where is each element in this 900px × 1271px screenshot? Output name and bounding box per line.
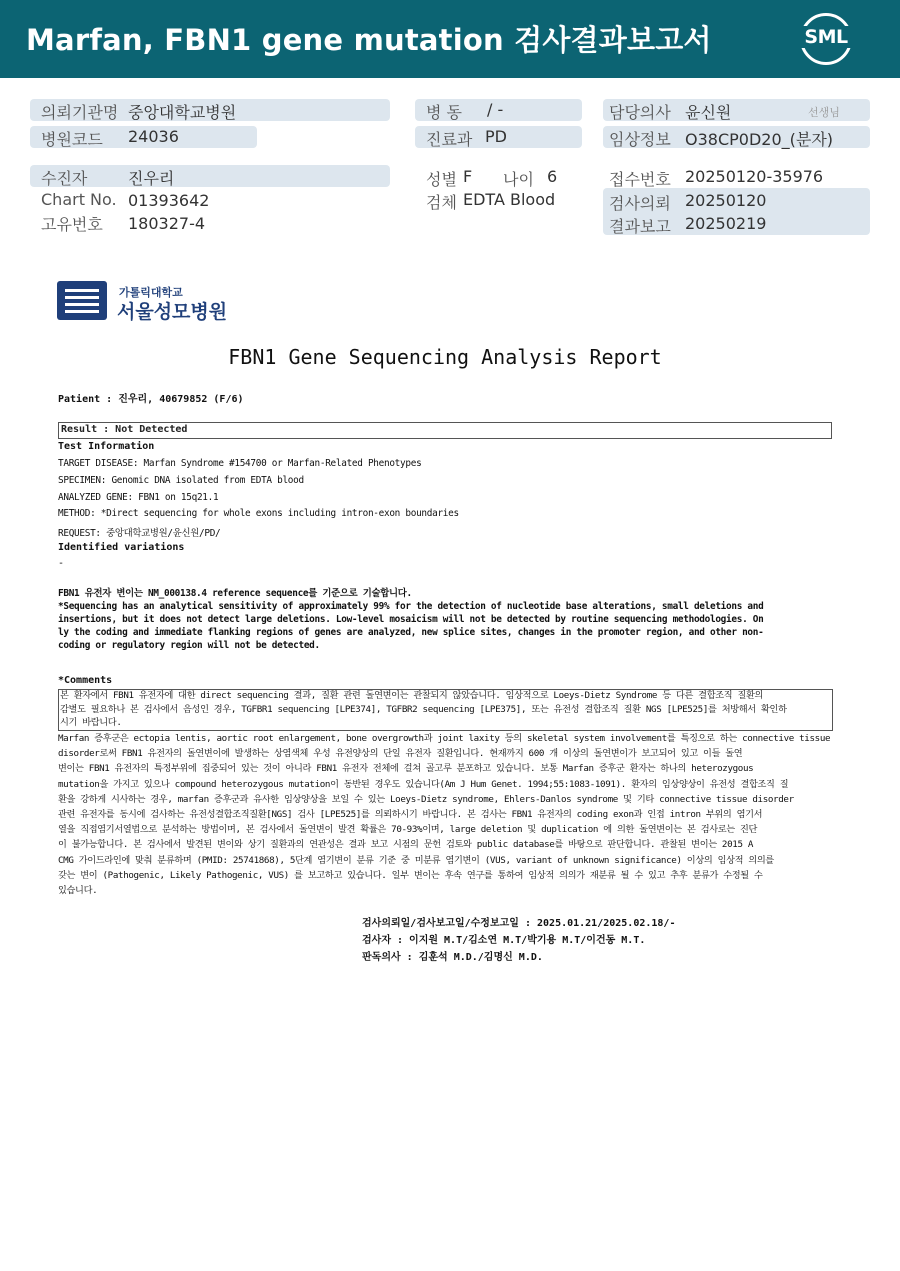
ward-label: 병 동 <box>426 103 462 122</box>
patient-label: 수진자 <box>41 169 88 188</box>
comment-line: 변이는 FBN1 유전자의 특정부위에 집중되어 있는 것이 아니라 FBN1 유전자 전체에 걸쳐 골고루 분포하고 있습니다. 보통 Marfan 증후군 환자는 하나의 heterozygous <box>58 763 754 775</box>
comment-line: 갖는 변이 (Pathogenic, Likely Pathogenic, VUS) 를 보고하고 있습니다. 일부 변이는 후속 연구를 통하여 임상적 의의가 재분류 될 수 있고 추후 분류가 수정될 수 <box>58 869 763 881</box>
report-main-title: Marfan, FBN1 gene mutation 검사결과보고서 <box>26 23 712 57</box>
chart-label: Chart No. <box>41 190 117 209</box>
hospital-emblem-icon <box>57 281 107 320</box>
specimen-value: EDTA Blood <box>463 190 556 209</box>
comment-box-line: 본 환자에서 FBN1 유전자에 대한 direct sequencing 결과, 질환 관련 돌연변이는 관찰되지 않았습니다. 임상적으로 Loeys-Dietz Syndrome 등 다른 결합조직 질환의 <box>60 690 764 701</box>
comment-paragraph <box>58 731 830 898</box>
comment-box-text <box>60 689 787 730</box>
method-line: METHOD: *Direct sequencing for whole exons including intron-exon boundaries <box>58 508 459 519</box>
institution-label: 의뢰기관명 <box>41 103 119 122</box>
comment-line: 환을 강하게 시사하는 경우, marfan 증후군과 유사한 임상양상을 보일 수 있는 Loeys-Dietz syndrome, Ehlers-Danlos syndrome 및 기타 connective tissue disorder <box>58 793 794 805</box>
report-title: FBN1 Gene Sequencing Analysis Report <box>228 345 662 369</box>
sex-label: 성별 <box>426 170 457 189</box>
target-disease: TARGET DISEASE: Marfan Syndrome #154700 or Marfan-Related Phenotypes <box>58 458 422 469</box>
comments-heading: *Comments <box>58 675 113 686</box>
sequencing-note <box>58 587 763 652</box>
comment-line: 있습니다. <box>58 885 98 897</box>
hospital-code-value: 24036 <box>128 127 179 146</box>
comment-box-line: 감별도 필요하나 본 검사에서 음성인 경우, TGFBR1 sequencing [LPE374], TGFBR2 sequencing [LPE375], 또는 유전성 결합조직 질환 NGS [LPE525]를 처방해서 확인하 <box>60 703 787 715</box>
hospital-logo-name: 서울성모병원 <box>117 301 228 323</box>
note-line: FBN1 유전자 변이는 NM_000138.4 reference sequence를 기준으로 기술합니다. <box>58 588 412 599</box>
clinical-value: O38CP0D20_(분자) <box>685 130 834 149</box>
request-line: REQUEST: 중앙대학교병원/윤신원/PD/ <box>58 528 221 539</box>
sml-logo <box>800 13 852 65</box>
comment-line: 관련 유전자를 동시에 검사하는 유전성결합조직질환[NGS] 검사 [LPE525]를 의뢰하시기 바랍니다. 본 검사는 FBN1 유전자의 coding exon과 인접 intron 부위의 염기서 <box>58 809 763 821</box>
request-date-value: 20250120 <box>685 191 767 210</box>
comment-line: Marfan 증후군은 ectopia lentis, aortic root enlargement, bone overgrowth과 joint laxity 등의 skeletal system involvement를 특징으로 하는 connective tissue <box>58 733 831 744</box>
request-date-label: 검사의뢰 <box>609 194 671 213</box>
doctor-label: 담당의사 <box>609 103 671 122</box>
note-line: coding or regulatory region will not be detected. <box>58 640 320 651</box>
comment-line: 열을 직접염기서열법으로 분석하는 방법이며, 본 검사에서 돌연변이 발견 확률은 70-93%이며, large deletion 및 duplication 에 의한 돌연변이는 본 검사로는 진단 <box>58 824 758 836</box>
patient-line: Patient : 진우리, 40679852 (F/6) <box>58 394 244 405</box>
comment-box-line: 시기 바랍니다. <box>60 717 122 728</box>
sign-dates: 검사의뢰일/검사보고일/수정보고일 : 2025.01.21/2025.02.18/- <box>362 918 676 929</box>
result-text: Result : Not Detected <box>61 424 188 435</box>
department-label: 진료과 <box>426 130 473 149</box>
clinical-label: 임상정보 <box>609 130 671 149</box>
sex-value: F <box>463 167 473 186</box>
comment-line: mutation을 가지고 있으나 compound heterozygous mutation이 동반된 경우도 있습니다(Am J Hum Genet. 1994;55:1083-1091). 환자의 임상양상이 유전성 결합조직 질 <box>58 778 789 790</box>
specimen-label: 검체 <box>426 193 457 212</box>
sml-logo-text: SML <box>804 26 848 48</box>
variations-heading: Identified variations <box>58 542 185 553</box>
hospital-logo-small-text: 가톨릭대학교 <box>119 286 183 299</box>
variations-value: - <box>58 558 65 569</box>
doctor-value: 윤신원 <box>685 103 732 122</box>
sign-testers: 검사자 : 이지원 M.T/김소연 M.T/박기용 M.T/이건동 M.T. <box>362 935 646 946</box>
comment-line: disorder로써 FBN1 유전자의 돌연변이에 발생하는 상염색체 우성 유전양상의 단일 유전자 질환입니다. 현재까지 600 개 이상의 돌연변이가 보고되어 있고 이들 돌연 <box>58 748 743 760</box>
doctor-suffix: 선생님 <box>808 106 840 119</box>
institution-value: 중앙대학교병원 <box>128 103 237 122</box>
note-line: ly the coding and immediate flanking regions of genes are analyzed, new splice sites, changes in the promoter region, and other non- <box>58 627 764 638</box>
receipt-label: 접수번호 <box>609 170 671 189</box>
result-box <box>58 422 832 439</box>
sign-doctors: 판독의사 : 김훈석 M.D./김명신 M.D. <box>362 952 543 963</box>
analyzed-gene: ANALYZED GENE: FBN1 on 15q21.1 <box>58 492 219 503</box>
age-label: 나이 <box>503 170 534 189</box>
note-line: *Sequencing has an analytical sensitivity of approximately 99% for the detection of nucleotide base alterations, small deletions and <box>58 601 764 612</box>
chart-value: 01393642 <box>128 191 210 210</box>
report-date-label: 결과보고 <box>609 217 671 236</box>
department-value: PD <box>485 127 507 146</box>
ward-value: / - <box>487 100 504 119</box>
comment-line: 이 불가능합니다. 본 검사에서 발견된 변이와 상기 질환과의 연관성은 결과 보고 시점의 문헌 검토와 public database를 바탕으로 판단합니다. 관찰된 변이는 2015 A <box>58 839 754 851</box>
test-info-heading: Test Information <box>58 441 155 452</box>
unique-label: 고유번호 <box>41 215 103 234</box>
specimen-line: SPECIMEN: Genomic DNA isolated from EDTA blood <box>58 475 304 486</box>
receipt-value: 20250120-35976 <box>685 167 824 186</box>
hospital-code-label: 병원코드 <box>41 130 103 149</box>
report-date-value: 20250219 <box>685 214 767 233</box>
note-line: insertions, but it does not detect large deletions. Low-level mosaicism will not be detected by routine sequencing methodologies. On <box>58 614 764 625</box>
header-bar <box>0 0 900 78</box>
patient-value: 진우리 <box>128 169 175 188</box>
comment-line: CMG 가이드라인에 맞춰 분류하며 (PMID: 25741868), 5단계 염기변이 분류 기준 중 미분류 염기변이 (VUS, variant of unknown significance) 이상의 임상적 의의를 <box>58 854 774 866</box>
age-value: 6 <box>547 167 558 186</box>
unique-value: 180327-4 <box>128 214 206 233</box>
